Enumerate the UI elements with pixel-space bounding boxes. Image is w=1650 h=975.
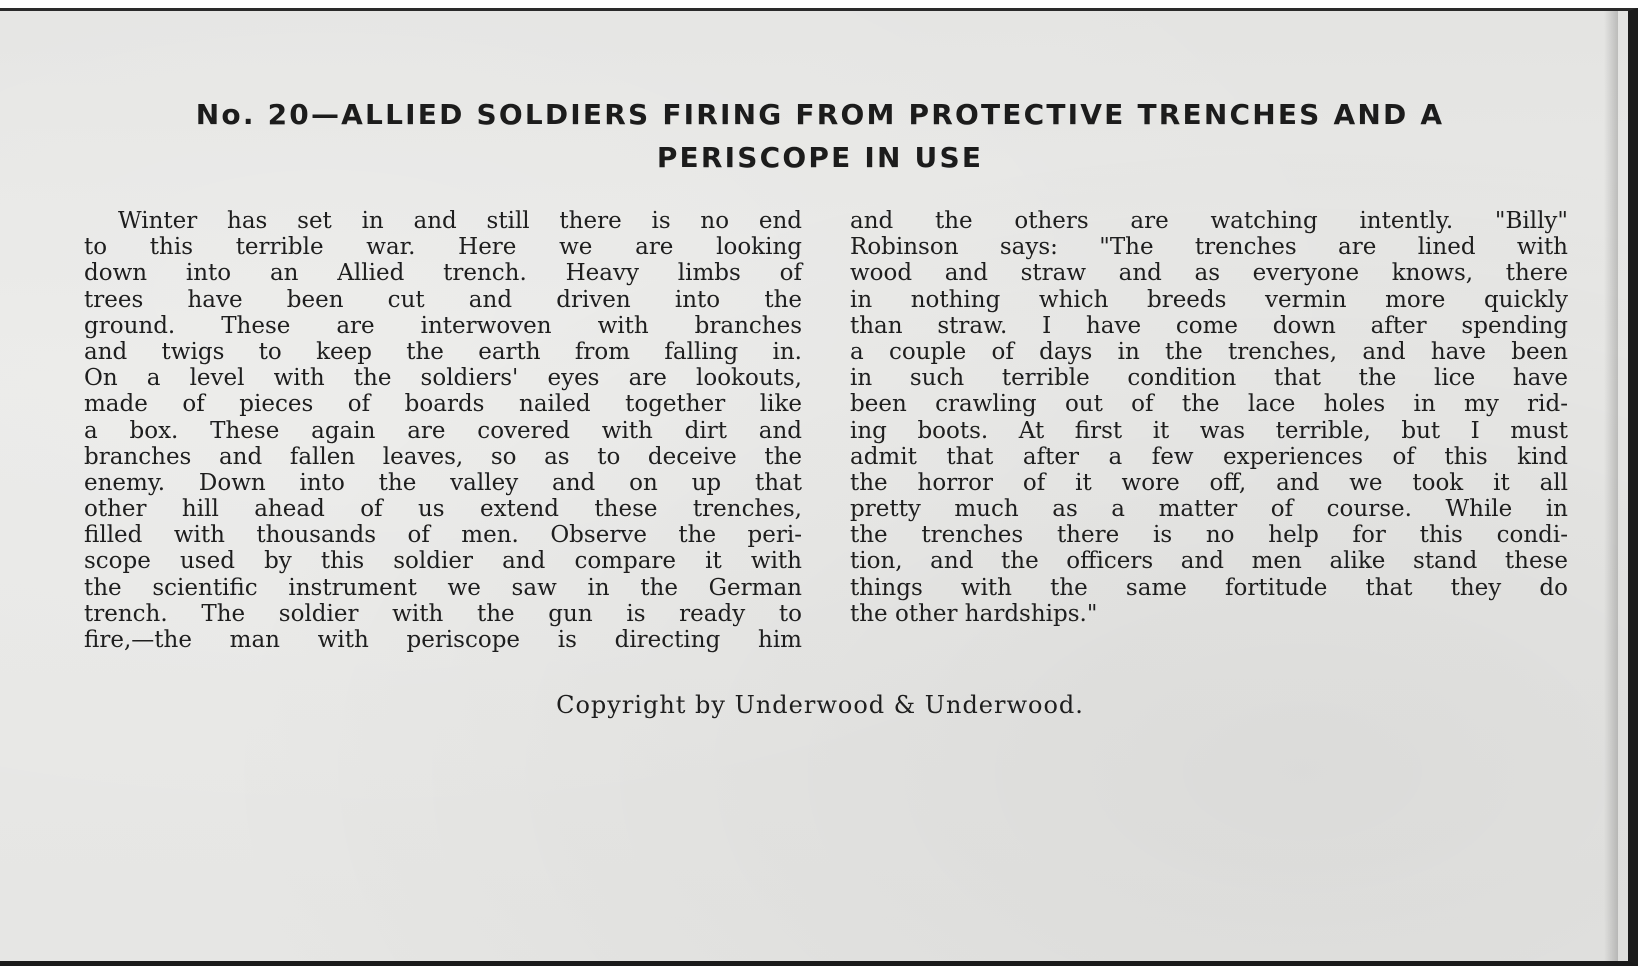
text-line: made of pieces of boards nailed together like [84, 391, 802, 418]
text-line: ing boots. At first it was terrible, but I must [850, 417, 1568, 444]
text-line: been crawling out of the lace holes in my rid- [850, 391, 1568, 418]
text-line: wood and straw and as everyone knows, there [850, 260, 1568, 287]
text-line: admit that after a few experiences of this kind [850, 443, 1568, 470]
left-text-column [84, 208, 802, 653]
card-title [60, 93, 1580, 179]
text-line: filled with thousands of men. Observe the peri- [84, 522, 802, 549]
text-line: things with the same fortitude that they do [850, 574, 1568, 601]
copyright-notice: Copyright by Underwood & Underwood. [556, 691, 1084, 719]
text-line: Robinson says: "The trenches are lined with [850, 234, 1568, 261]
text-line: enemy. Down into the valley and on up that [84, 469, 802, 496]
text-line: a couple of days in the trenches, and have been [850, 338, 1568, 365]
text-line: trees have been cut and driven into the [84, 286, 802, 313]
text-line: pretty much as a matter of course. While in [850, 496, 1568, 523]
text-line: branches and fallen leaves, so as to deceive the [84, 443, 802, 470]
text-line: scope used by this soldier and compare it with [84, 548, 802, 575]
text-line: the scientific instrument we saw in the German [84, 574, 802, 601]
text-line: to this terrible war. Here we are looking [84, 234, 802, 261]
text-line: the horror of it wore off, and we took it all [850, 469, 1568, 496]
card-title-line-2: PERISCOPE IN USE [656, 141, 984, 174]
text-line: fire,—the man with periscope is directing him [84, 627, 802, 653]
right-text-column [850, 208, 1568, 627]
card-title-line-1: No. 20—ALLIED SOLDIERS FIRING FROM PROTECTIVE TRENCHES AND A [195, 98, 1445, 131]
text-line: On a level with the soldiers' eyes are lookouts, [84, 365, 802, 392]
text-line: other hill ahead of us extend these trenches, [84, 496, 802, 523]
text-line: tion, and the officers and men alike stand these [850, 548, 1568, 575]
text-line: and twigs to keep the earth from falling in. [84, 338, 802, 365]
text-line: the other hardships." [850, 600, 1098, 627]
text-line: than straw. I have come down after spending [850, 312, 1568, 339]
text-line: in nothing which breeds vermin more quickly [850, 286, 1568, 313]
text-line: Winter has set in and still there is no end [118, 208, 802, 234]
text-line: trench. The soldier with the gun is ready to [84, 600, 802, 627]
text-line: and the others are watching intently. "Billy" [850, 208, 1568, 234]
card-edge-shadow [1604, 11, 1618, 961]
stereoview-card-back [0, 8, 1638, 966]
text-line: in such terrible condition that the lice have [850, 365, 1568, 392]
text-line: ground. These are interwoven with branches [84, 312, 802, 339]
text-line: down into an Allied trench. Heavy limbs of [84, 260, 802, 287]
text-line: a box. These again are covered with dirt and [84, 417, 802, 444]
text-line: the trenches there is no help for this condi- [850, 522, 1568, 549]
